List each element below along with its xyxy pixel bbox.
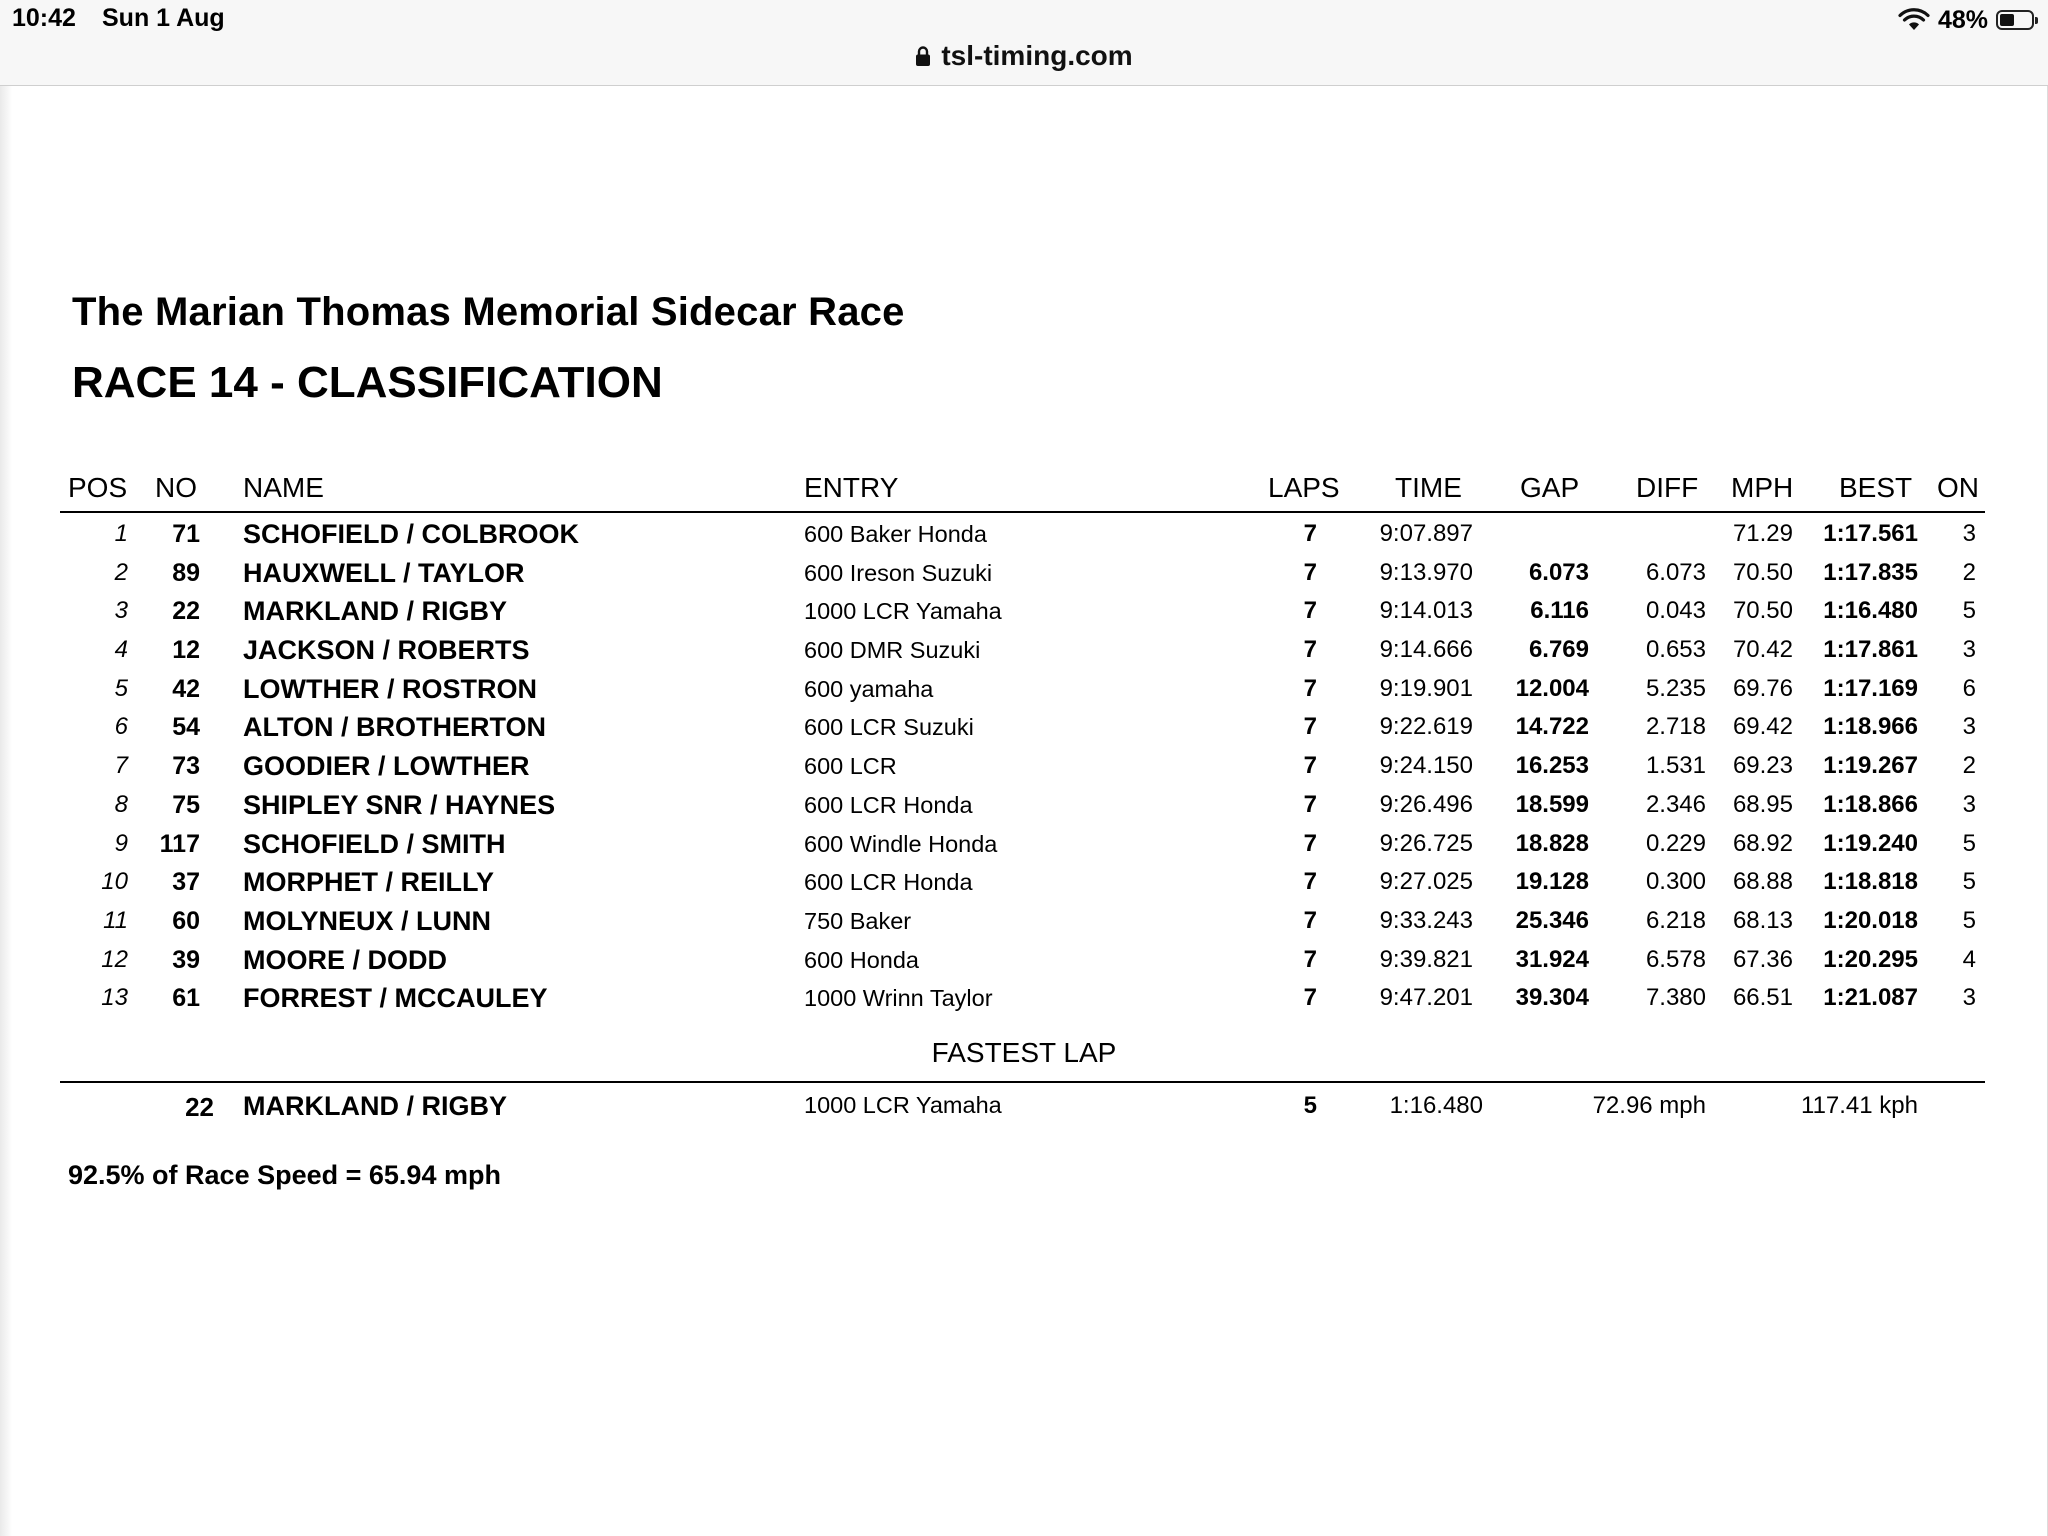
cell-name: LOWTHER / ROSTRON — [243, 673, 537, 704]
cell-entry: 600 Windle Honda — [804, 830, 998, 857]
cell-mph: 68.92 — [1732, 829, 1793, 857]
cell-laps: 7 — [1303, 713, 1317, 741]
cell-on: 5 — [1962, 906, 1976, 934]
cell-mph: 69.42 — [1732, 713, 1793, 741]
fastest-lap-entry: 1000 LCR Yamaha — [804, 1092, 1002, 1118]
table-row — [0, 711, 2048, 750]
header-no: NO — [155, 472, 197, 503]
cell-laps: 7 — [1303, 868, 1317, 896]
cell-entry: 600 Ireson Suzuki — [804, 559, 993, 586]
cell-laps: 7 — [1303, 906, 1317, 934]
cell-mph: 69.76 — [1732, 674, 1793, 702]
cell-time: 9:33.243 — [1379, 906, 1473, 934]
header-best: BEST — [1839, 472, 1913, 503]
cell-best: 1:17.169 — [1823, 674, 1918, 702]
cell-diff: 6.218 — [1645, 906, 1706, 934]
cell-laps: 7 — [1303, 558, 1317, 586]
cell-pos: 8 — [114, 790, 128, 818]
cell-mph: 69.23 — [1732, 752, 1793, 780]
cell-time: 9:14.013 — [1379, 597, 1473, 625]
cell-entry: 600 Honda — [804, 946, 919, 973]
cell-name: SHIPLEY SNR / HAYNES — [243, 789, 556, 820]
cell-mph: 66.51 — [1732, 984, 1793, 1012]
cell-no: 54 — [172, 713, 200, 742]
page-subtitle: RACE 14 - CLASSIFICATION — [72, 358, 663, 407]
cell-time: 9:13.970 — [1379, 558, 1473, 586]
fastest-lap-name: MARKLAND / RIGBY — [243, 1091, 507, 1121]
cell-entry: 600 LCR Honda — [804, 791, 973, 818]
lock-icon — [915, 45, 931, 67]
header-time: TIME — [1395, 472, 1462, 503]
cell-mph: 71.29 — [1732, 520, 1793, 547]
cell-time: 9:26.725 — [1379, 829, 1473, 857]
cell-no: 73 — [172, 752, 200, 781]
table-row — [0, 828, 2048, 867]
cell-on: 2 — [1962, 752, 1976, 780]
cell-name: MORPHET / REILLY — [243, 867, 495, 898]
cell-name: HAUXWELL / TAYLOR — [243, 557, 525, 588]
table-row — [0, 866, 2048, 905]
header-entry: ENTRY — [804, 472, 899, 503]
cell-name: MOLYNEUX / LUNN — [243, 905, 492, 936]
cell-diff: 0.653 — [1645, 636, 1706, 664]
cell-name: ALTON / BROTHERTON — [243, 712, 546, 743]
cell-best: 1:21.087 — [1823, 984, 1918, 1012]
status-date: Sun 1 Aug — [102, 4, 225, 32]
cell-time: 9:07.897 — [1379, 520, 1473, 547]
cell-entry: 600 DMR Suzuki — [804, 637, 981, 664]
table-row — [0, 982, 2048, 1021]
cell-pos: 12 — [101, 945, 128, 973]
cell-diff: 6.073 — [1645, 558, 1706, 586]
header-pos: POS — [68, 472, 128, 503]
table-row — [0, 750, 2048, 789]
cell-entry: 1000 LCR Yamaha — [804, 598, 1002, 625]
cell-on: 3 — [1962, 636, 1976, 664]
status-indicators — [1898, 4, 2034, 36]
cell-diff: 0.300 — [1645, 868, 1706, 896]
cell-best: 1:17.861 — [1823, 636, 1918, 664]
cell-on: 3 — [1962, 713, 1976, 741]
cell-no: 89 — [172, 558, 200, 587]
cell-mph: 70.42 — [1732, 636, 1793, 664]
table-row — [0, 905, 2048, 944]
cell-time: 9:47.201 — [1379, 984, 1473, 1012]
cell-time: 9:26.496 — [1379, 790, 1473, 818]
cell-diff: 6.578 — [1645, 945, 1706, 973]
cell-no: 75 — [172, 790, 200, 819]
page-title: The Marian Thomas Memorial Sidecar Race — [72, 290, 905, 334]
cell-entry: 600 Baker Honda — [804, 521, 987, 547]
cell-name: MOORE / DODD — [243, 944, 448, 975]
address-bar[interactable] — [0, 38, 2048, 74]
cell-name: FORREST / MCCAULEY — [243, 983, 548, 1014]
cell-gap: 6.116 — [1530, 597, 1589, 625]
cell-on: 5 — [1962, 868, 1976, 896]
cell-pos: 2 — [114, 558, 128, 586]
cell-diff: 2.346 — [1645, 790, 1706, 818]
cell-best: 1:18.866 — [1823, 790, 1918, 818]
fastest-lap-kph: 117.41 kph — [1801, 1092, 1918, 1119]
cell-name: MARKLAND / RIGBY — [243, 596, 507, 627]
cell-laps: 7 — [1303, 984, 1317, 1012]
url-text[interactable]: tsl-timing.com — [941, 40, 1133, 71]
cell-time: 9:24.150 — [1379, 752, 1473, 780]
cell-gap: 31.924 — [1515, 945, 1589, 973]
cell-entry: 600 LCR Suzuki — [804, 714, 974, 741]
cell-laps: 7 — [1303, 945, 1317, 973]
cell-pos: 10 — [101, 868, 128, 896]
race-speed-note: 92.5% of Race Speed = 65.94 mph — [68, 1160, 501, 1190]
battery-icon — [1996, 10, 2034, 30]
table-row — [0, 944, 2048, 983]
results-table — [0, 518, 2048, 1021]
cell-no: 60 — [172, 906, 200, 935]
cell-time: 9:39.821 — [1379, 945, 1473, 973]
cell-laps: 7 — [1303, 829, 1317, 857]
cell-on: 4 — [1962, 945, 1976, 973]
cell-time: 9:19.901 — [1379, 674, 1473, 702]
header-on: ON — [1937, 472, 1979, 503]
cell-gap: 6.073 — [1528, 558, 1589, 586]
fastest-lap-mph: 72.96 mph — [1592, 1092, 1706, 1119]
cell-time: 9:22.619 — [1379, 713, 1473, 741]
table-row — [0, 595, 2048, 634]
cell-diff: 0.229 — [1645, 829, 1706, 857]
cell-no: 42 — [172, 674, 200, 703]
fastest-lap-label: FASTEST LAP — [931, 1037, 1117, 1068]
cell-entry: 1000 Wrinn Taylor — [804, 985, 993, 1012]
cell-pos: 9 — [114, 829, 128, 857]
cell-name: GOODIER / LOWTHER — [243, 751, 530, 782]
cell-best: 1:19.267 — [1823, 752, 1918, 780]
cell-diff: 7.380 — [1645, 984, 1706, 1012]
fastest-lap-row — [0, 1090, 2048, 1130]
cell-pos: 11 — [103, 906, 128, 934]
cell-best: 1:20.295 — [1823, 945, 1918, 973]
cell-mph: 70.50 — [1732, 597, 1793, 625]
cell-best: 1:17.561 — [1823, 520, 1918, 547]
cell-no: 39 — [172, 945, 200, 974]
header-mph: MPH — [1731, 472, 1794, 503]
cell-pos: 7 — [114, 752, 128, 780]
fastest-lap-lap: 5 — [1303, 1092, 1317, 1119]
table-row — [0, 789, 2048, 828]
fastest-lap-time: 1:16.480 — [1389, 1092, 1483, 1119]
cell-mph: 68.95 — [1732, 790, 1793, 818]
cell-pos: 4 — [114, 636, 128, 664]
cell-on: 6 — [1962, 674, 1976, 702]
cell-gap: 12.004 — [1515, 674, 1589, 702]
cell-gap: 39.304 — [1515, 984, 1589, 1012]
cell-gap: 14.722 — [1515, 713, 1589, 741]
cell-best: 1:20.018 — [1823, 906, 1918, 934]
cell-diff: 5.235 — [1645, 674, 1706, 702]
wifi-icon — [1898, 8, 1930, 32]
cell-gap: 19.128 — [1515, 868, 1589, 896]
cell-gap: 6.769 — [1528, 636, 1589, 664]
cell-gap: 16.253 — [1515, 752, 1589, 780]
battery-percent: 48% — [1937, 5, 1988, 34]
cell-best: 1:16.480 — [1823, 597, 1918, 625]
cell-laps: 7 — [1303, 674, 1317, 702]
status-time: 10:42 — [12, 4, 76, 32]
table-row — [0, 673, 2048, 712]
header-divider — [60, 511, 1985, 513]
cell-laps: 7 — [1303, 752, 1317, 780]
cell-diff: 0.043 — [1645, 597, 1706, 625]
cell-time: 9:27.025 — [1379, 868, 1473, 896]
table-header — [0, 472, 2048, 512]
cell-on: 2 — [1962, 558, 1976, 586]
cell-pos: 1 — [114, 520, 128, 547]
cell-mph: 68.88 — [1732, 868, 1793, 896]
table-row — [0, 518, 2048, 557]
header-gap: GAP — [1520, 472, 1580, 503]
cell-pos: 3 — [114, 597, 128, 625]
cell-pos: 5 — [114, 674, 128, 702]
table-row — [0, 634, 2048, 673]
cell-no: 61 — [172, 984, 200, 1013]
cell-no: 37 — [172, 868, 200, 897]
cell-on: 5 — [1962, 829, 1976, 857]
cell-on: 5 — [1962, 597, 1976, 625]
cell-best: 1:19.240 — [1823, 829, 1918, 857]
table-row — [0, 557, 2048, 596]
header-diff: DIFF — [1636, 472, 1699, 503]
cell-laps: 7 — [1303, 790, 1317, 818]
cell-no: 117 — [159, 829, 200, 858]
cell-name: SCHOFIELD / COLBROOK — [243, 519, 579, 549]
cell-best: 1:18.818 — [1823, 868, 1918, 896]
cell-mph: 68.13 — [1732, 906, 1793, 934]
battery-level — [2000, 14, 2014, 26]
cell-time: 9:14.666 — [1379, 636, 1473, 664]
cell-mph: 70.50 — [1732, 558, 1793, 586]
fastest-lap-divider — [60, 1081, 1985, 1083]
cell-no: 22 — [172, 597, 200, 626]
cell-gap: 18.828 — [1515, 829, 1589, 857]
cell-on: 3 — [1962, 984, 1976, 1012]
cell-entry: 750 Baker — [804, 907, 912, 934]
cell-on: 3 — [1962, 790, 1976, 818]
cell-on: 3 — [1962, 520, 1976, 547]
status-bar — [0, 0, 2048, 86]
cell-mph: 67.36 — [1732, 945, 1793, 973]
cell-pos: 6 — [114, 713, 128, 741]
cell-laps: 7 — [1303, 520, 1317, 547]
cell-pos: 13 — [101, 984, 128, 1012]
cell-gap: 18.599 — [1515, 790, 1589, 818]
header-name: NAME — [243, 472, 324, 503]
cell-entry: 600 yamaha — [804, 675, 934, 702]
cell-no: 71 — [172, 520, 200, 548]
cell-laps: 7 — [1303, 636, 1317, 664]
cell-entry: 600 LCR — [804, 753, 897, 780]
cell-diff: 2.718 — [1645, 713, 1706, 741]
cell-no: 12 — [172, 636, 200, 665]
cell-name: JACKSON / ROBERTS — [243, 635, 530, 666]
cell-entry: 600 LCR Honda — [804, 869, 973, 896]
cell-name: SCHOFIELD / SMITH — [243, 828, 506, 859]
cell-best: 1:18.966 — [1823, 713, 1918, 741]
cell-best: 1:17.835 — [1823, 558, 1918, 586]
fastest-lap-no: 22 — [185, 1092, 214, 1122]
cell-laps: 7 — [1303, 597, 1317, 625]
header-laps: LAPS — [1268, 472, 1340, 503]
cell-diff: 1.531 — [1645, 752, 1706, 780]
cell-gap: 25.346 — [1515, 906, 1589, 934]
